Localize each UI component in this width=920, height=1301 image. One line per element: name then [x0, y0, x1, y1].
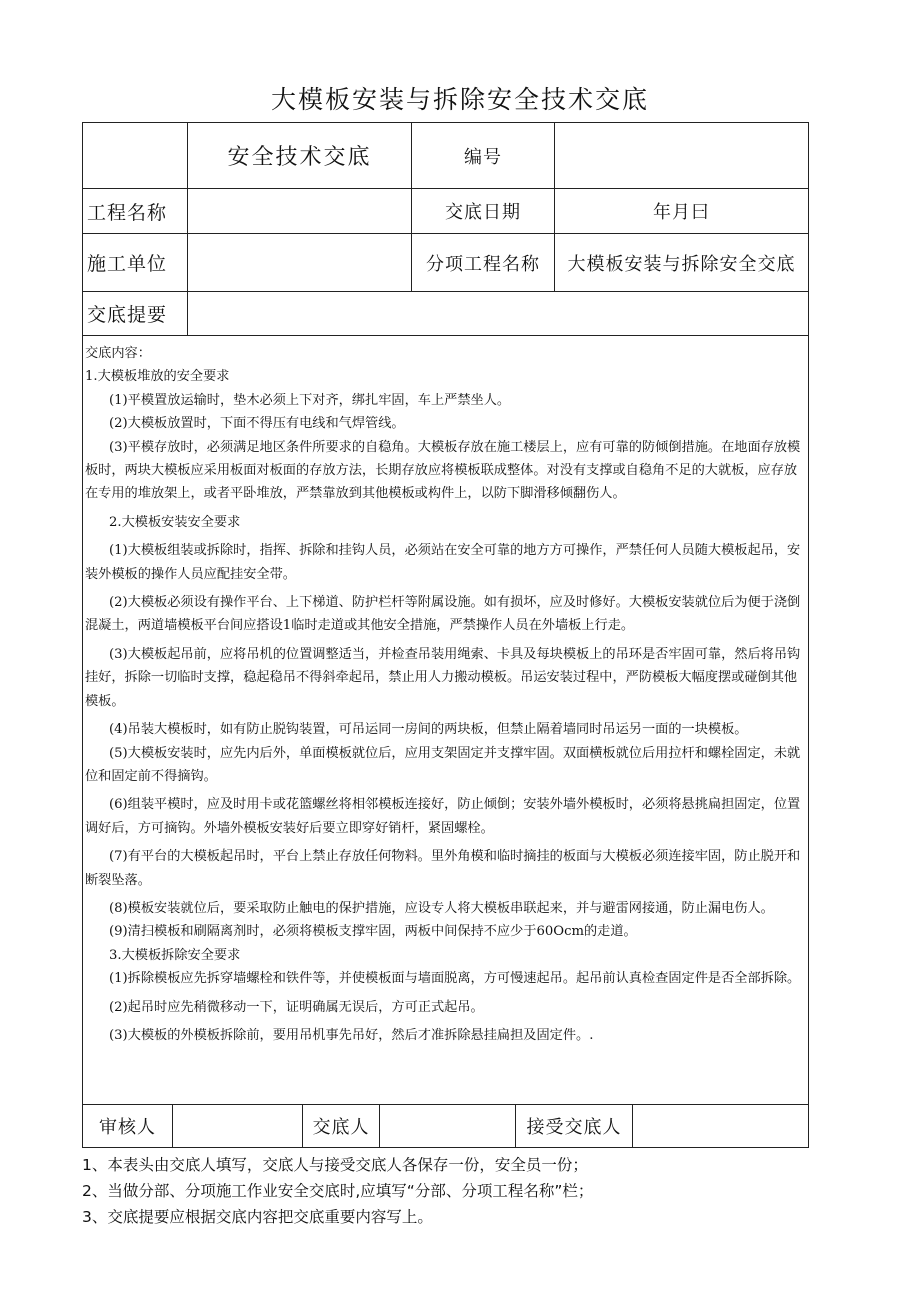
receiver-signature-field[interactable] — [633, 1105, 809, 1148]
section-1-item-1: (1)平模置放运输时，垫木必须上下对齐，绑扎牢固，车上严禁坐人。 — [109, 392, 511, 408]
date-value[interactable]: 年月曰 — [555, 189, 809, 234]
footnote-item: 2、当做分部、分项施工作业安全交底时,应填写“分部、分项工程名称”栏； — [82, 1182, 594, 1200]
project-row — [83, 189, 809, 234]
summary-value[interactable] — [188, 292, 809, 336]
unit-row — [83, 234, 809, 292]
content-heading: 交底内容： — [85, 346, 151, 361]
section-2-item-6: (6)组装平模时，应及时用卡或花篮螺丝将相邻模板连接好，防止倾倒；安装外墙外模板时，必须将悬挑扁担固定，位置调好后，方可摘钩。外墙外模板安装好后要立即穿好销杆，紧固螺栓。 — [85, 797, 801, 836]
section-2-item-1: (1)大模板组装或拆除时，指挥、拆除和挂钩人员，必须站在安全可靠的地方方可操作，严禁任何人员随大模板起吊，安装外模板的操作人员应配挂安全带。 — [85, 543, 801, 582]
footnote-item: 1、本表头由交底人填写，交底人与接受交底人各保存一份，安全员一份； — [82, 1156, 588, 1174]
section-1-item-3: (3)平模存放时，必须满足地区条件所要求的自稳角。大模板存放在施工楼层上，应有可靠的防倾倒措施。在地面存放模板时，两块大模板应采用板面对板面的存放方法，长期存放应将模板联成整体。对没有支撑或自稳角不足的大就板，应存放在专用的堆放架上，或者平卧堆放，严禁靠放到其他模板或构件上，以防下脚滑移倾翻伤人。 — [85, 439, 801, 502]
content-row — [83, 336, 809, 1105]
section-2-item-3: (3)大模板起吊前，应将吊机的位置调整适当，并检查吊装用绳索、卡具及每块模板上的吊环是否牢固可靠，然后将吊钩挂好，拆除一切临时支撑，稳起稳吊不得斜牵起吊，禁止用人力搬动模板。吊运安装过程中，严防模板大幅度摆或碰倒其他模板。 — [85, 646, 801, 709]
receiver-label: 接受交底人 — [516, 1105, 633, 1148]
construction-unit-value[interactable] — [188, 234, 412, 292]
construction-unit-label: 施工单位 — [83, 234, 188, 292]
section-2-item-9: (9)清扫模板和刷隔离剂时，必须将模板支撑牢固，两板中间保持不应少于60Ocm的走道。 — [109, 924, 637, 940]
summary-row — [83, 292, 809, 336]
form-header-row — [83, 123, 809, 189]
document-title: 大模板安装与拆除安全技术交底 — [270, 85, 649, 114]
section-2-item-7: (7)有平台的大模板起吊时，平台上禁止存放任何物料。里外角模和临时摘挂的板面与大模板必须连接牢固，防止脱开和断裂坠落。 — [85, 849, 801, 888]
date-label: 交底日期 — [412, 189, 555, 234]
section-2-item-2: (2)大模板必须设有操作平台、上下梯道、防护栏杆等附属设施。如有损坏，应及时修好。大模板安装就位后为便于浇倒混凝土，两道墙模板平台间应搭设1临时走道或其他安全措施，严禁操作人员在外墙板上行走。 — [85, 595, 801, 634]
section-2-item-8: (8)模板安装就位后，要采取防止触电的保护措施，应设专人将大模板串联起来，并与避雷网接通，防止漏电伤人。 — [109, 900, 774, 916]
number-value[interactable] — [555, 123, 809, 189]
number-label: 编号 — [412, 123, 555, 189]
discloser-signature-field[interactable] — [380, 1105, 516, 1148]
section-3-item-3: (3)大模板的外模板拆除前，要用吊机事先吊好，然后才准拆除悬挂扁担及固定件。. — [109, 1027, 594, 1043]
signature-table — [82, 1104, 809, 1148]
section-3-item-2: (2)起吊时应先稍微移动一下，证明确属无误后，方可正式起吊。 — [109, 999, 484, 1015]
form-title: 安全技术交底 — [188, 123, 412, 189]
section-3-item-1: (1)拆除模板应先拆穿墙螺栓和铁件等，并使模板面与墙面脱离，方可慢速起吊。起吊前认真检查固定件是否全部拆除。 — [109, 971, 801, 987]
section-2-title: 2.大模板安装安全要求 — [109, 514, 241, 530]
reviewer-label: 审核人 — [83, 1105, 173, 1148]
disclosure-content — [83, 336, 809, 1105]
section-3-title: 3.大模板拆除安全要求 — [109, 947, 241, 963]
blank-corner-cell — [83, 123, 188, 189]
section-1-title: 1.大模板堆放的安全要求 — [85, 369, 230, 385]
section-2-item-5: (5)大模板安装时，应先内后外，单面模板就位后，应用支架固定并支撑牢固。双面横板就位后用拉杆和螺栓固定，未就位和固定前不得摘钩。 — [85, 745, 801, 784]
reviewer-signature-field[interactable] — [173, 1105, 303, 1148]
project-name-label: 工程名称 — [83, 189, 188, 234]
footnote-item: 3、交底提要应根据交底内容把交底重要内容写上。 — [82, 1208, 433, 1226]
sub-project-value[interactable]: 大模板安装与拆除安全交底 — [555, 234, 809, 292]
section-2-item-4: (4)吊装大模板时，如有防止脱钩装置，可吊运同一房间的两块板，但禁止隔着墙同时吊运另一面的一块模板。 — [109, 722, 748, 738]
summary-label: 交底提要 — [83, 292, 188, 336]
footnotes — [82, 1152, 862, 1230]
sub-project-label: 分项工程名称 — [412, 234, 555, 292]
project-name-value[interactable] — [188, 189, 412, 234]
discloser-label: 交底人 — [303, 1105, 380, 1148]
disclosure-form-table — [82, 122, 809, 1105]
section-1-item-2: (2)大模板放置时，下面不得压有电线和气焊管线。 — [109, 416, 405, 432]
